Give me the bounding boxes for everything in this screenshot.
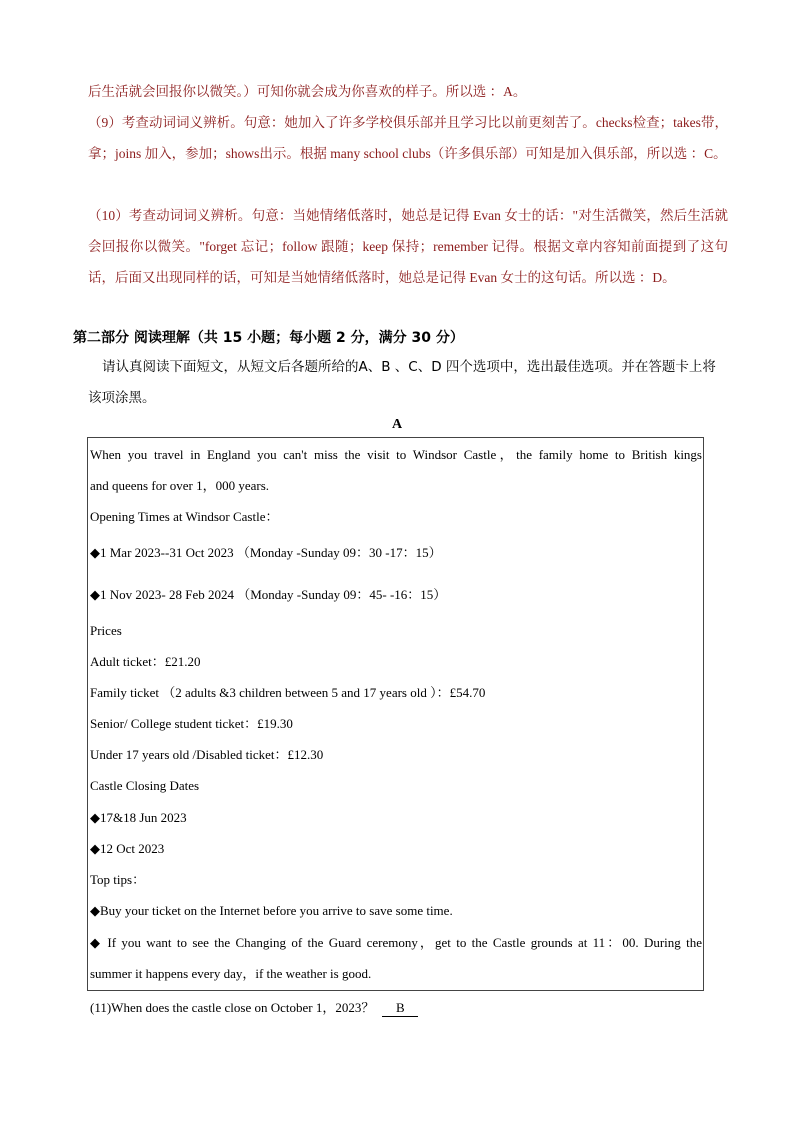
section-instruction: 请认真阅读下面短文，从短文后各题所给的A、B 、C、D 四个选项中，选出最佳选项。并在答题卡上将该项涂黑。 — [88, 359, 716, 406]
closing-date-item: ◆12 Oct 2023 — [90, 841, 165, 856]
opening-times-item: ◆1 Nov 2023- 28 Feb 2024 （Monday -Sunday 09：45- -16：15） — [90, 587, 447, 602]
passage-intro-line: When you travel in England you can't miss the visit to Windsor Castle，the family home to British kings — [90, 447, 702, 462]
opening-times-heading: Opening Times at Windsor Castle： — [90, 509, 279, 524]
tips-heading: Top tips： — [90, 872, 146, 887]
question-text: (11)When does the castle close on October 1，2023？ — [90, 1000, 375, 1015]
passage-intro-line: and queens for over 1，000 years. — [90, 478, 270, 493]
explanation-continuation — [88, 76, 728, 107]
price-adult: Adult ticket：£21.20 — [90, 654, 201, 669]
price-senior: Senior/ College student ticket：£19.30 — [90, 716, 293, 731]
price-family: Family ticket （2 adults &3 children between 5 and 17 years old ）：£54.70 — [90, 685, 486, 700]
answer-blank: B — [382, 1000, 418, 1017]
tip-item: ◆ If you want to see the Changing of the Guard ceremony，get to the Castle grounds at 11：00. During the — [90, 935, 702, 950]
price-under17: Under 17 years old /Disabled ticket：£12.30 — [90, 747, 324, 762]
prices-heading: Prices — [90, 623, 122, 638]
explanation-text: （10）考查动词词义辨析。句意：当她情绪低落时，她总是记得 Evan 女士的话："对生活微笑，然后生活就会回报你以微笑。"forget 忘记；follow 跟随；keep 保持；remember 记得。根据文章内容知前面提到了这句话，后面又出现同样的话，可知是当她情绪低落时，她总是记得 Evan 女士的这句话。所以选 ：D。 — [88, 208, 728, 285]
explanation-text: （9）考查动词词义辨析。句意：她加入了许多学校俱乐部并且学习比以前更刻苦了。checks检查；takes带，拿；joins 加入，参加；shows出示。根据 many school clubs（许多俱乐部）可知是加入俱乐部，所以选 ：C。 — [88, 115, 728, 161]
explanation-item-9 — [88, 107, 728, 169]
closing-dates-heading: Castle Closing Dates — [90, 778, 200, 793]
tip-item: ◆Buy your ticket on the Internet before you arrive to save some time. — [90, 903, 453, 918]
opening-times-item: ◆1 Mar 2023--31 Oct 2023 （Monday -Sunday 09：30 -17：15） — [90, 545, 442, 560]
explanation-line: 后生活就会回报你以微笑。）可知你就会成为你喜欢的样子。所以选 ：A。 — [88, 84, 527, 99]
section-title: 第二部分 阅读理解（共 15 小题；每小题 2 分，满分 30 分） — [73, 330, 464, 346]
tip-item-continuation: summer it happens every day，if the weather is good. — [90, 966, 372, 981]
question-11 — [90, 998, 418, 1018]
passage-label: A — [391, 417, 403, 432]
explanation-item-10 — [88, 200, 728, 293]
closing-date-item: ◆17&18 Jun 2023 — [90, 810, 187, 825]
